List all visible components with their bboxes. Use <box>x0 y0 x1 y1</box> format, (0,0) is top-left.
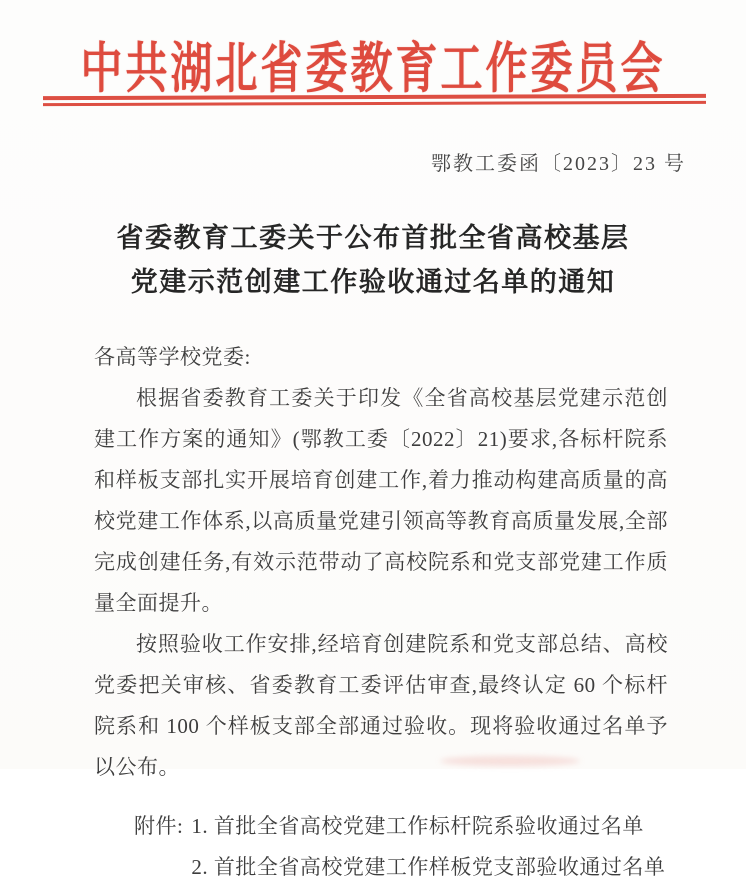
document-number: 鄂教工委函〔2023〕23 号 <box>431 153 686 175</box>
document-title <box>0 216 746 304</box>
attachments-block <box>94 806 668 888</box>
attachments-label: 附件: <box>134 814 184 838</box>
scan-artifact-smudge <box>440 756 580 766</box>
attachment-item-2: 2. 首批全省高校党建工作样板党支部验收通过名单 <box>191 855 666 879</box>
document-title-line2: 党建示范创建工作验收通过名单的通知 <box>130 267 616 297</box>
letterhead-org-name: 中共湖北省委教育工作委员会 <box>80 40 666 101</box>
body-paragraph-1: 根据省委教育工委关于印发《全省高校基层党建示范创建工作方案的通知》(鄂教工委〔2022〕21)要求,各标杆院系和样板支部扎实开展培育创建工作,着力推动构建高质量的高校党建工作体系,以高质量党建引领高等教育高质量发展,全部完成创建任务,有效示范带动了高校院系和党支部党建工作质量全面提升。 <box>94 386 668 615</box>
attachments-list <box>183 806 668 888</box>
letterhead-double-rule <box>43 94 706 106</box>
document-body <box>94 337 668 888</box>
document-title-line1: 省委教育工委关于公布首批全省高校基层 <box>116 223 630 253</box>
body-paragraph-2: 按照验收工作安排,经培育创建院系和党支部总结、高校党委把关审核、省委教育工委评估审查,最终认定 60 个标杆院系和 100 个样板支部全部通过验收。现将验收通过名单予以公布。 <box>94 632 668 779</box>
attachment-item-1: 1. 首批全省高校党建工作标杆院系验收通过名单 <box>191 814 644 838</box>
salutation: 各高等学校党委: <box>94 345 251 369</box>
